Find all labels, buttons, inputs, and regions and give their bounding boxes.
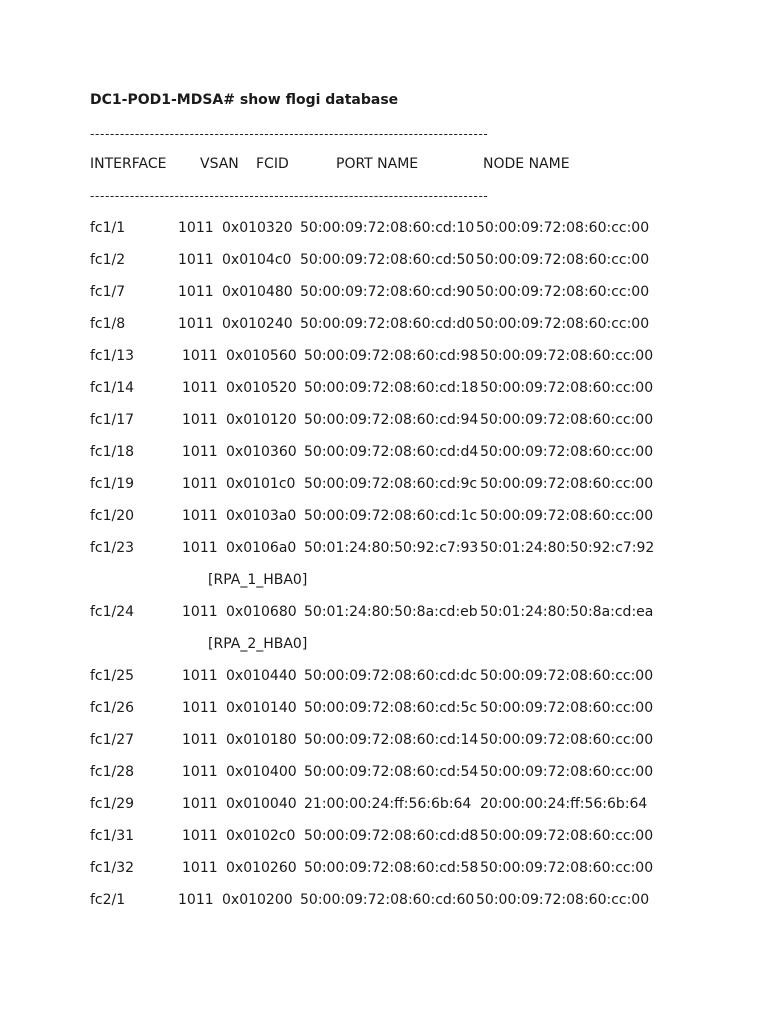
cell-vsan: 1011 [182,444,218,460]
cell-port-name: 50:00:09:72:08:60:cd:10 [300,220,475,236]
cell-vsan: 1011 [178,252,214,268]
cell-node-name: 50:00:09:72:08:60:cc:00 [480,444,654,460]
command-title: DC1-POD1-MDSA# show flogi database [90,92,399,108]
cell-interface: fc1/31 [90,828,135,844]
cell-interface: fc1/24 [90,604,135,620]
cell-vsan: 1011 [182,764,218,780]
table-row [0,796,768,814]
cell-vsan: 1011 [182,540,218,556]
cell-interface: fc2/1 [90,892,126,908]
table-row [0,508,768,526]
cell-port-name: 50:00:09:72:08:60:cd:60 [300,892,475,908]
cell-port-name: 50:00:09:72:08:60:cd:d8 [304,828,479,844]
cell-node-name: 50:00:09:72:08:60:cc:00 [480,668,654,684]
cell-port-name: 50:00:09:72:08:60:cd:54 [304,764,479,780]
cell-fcid: 0x0102c0 [226,828,296,844]
cell-node-name: 50:00:09:72:08:60:cc:00 [480,764,654,780]
cell-interface: fc1/18 [90,444,135,460]
cell-interface: fc1/19 [90,476,135,492]
table-row [0,380,768,398]
cell-fcid: 0x010040 [226,796,297,812]
cell-vsan: 1011 [182,828,218,844]
cell-vsan: 1011 [182,380,218,396]
cell-node-name: 50:00:09:72:08:60:cc:00 [476,252,650,268]
table-row [0,284,768,302]
cell-fcid: 0x010320 [222,220,293,236]
table-row [0,348,768,366]
cell-node-name: 50:00:09:72:08:60:cc:00 [480,508,654,524]
header-interface: INTERFACE [90,156,167,172]
cell-vsan: 1011 [182,412,218,428]
cell-vsan: 1011 [178,220,214,236]
cell-fcid: 0x0103a0 [226,508,297,524]
cell-fcid: 0x010240 [222,316,293,332]
header-port-name: PORT NAME [336,156,419,172]
header-vsan: VSAN [200,156,239,172]
table-row [0,252,768,270]
cell-port-name: 50:00:09:72:08:60:cd:d4 [304,444,479,460]
cell-interface: fc1/13 [90,348,135,364]
cell-interface: fc1/20 [90,508,135,524]
cell-fcid: 0x010360 [226,444,297,460]
cell-port-name: 50:00:09:72:08:60:cd:18 [304,380,479,396]
divider-bottom: -------------------------------------------------------------------------------- [90,189,489,203]
cell-port-name: 50:00:09:72:08:60:cd:94 [304,412,479,428]
cell-node-name: 50:00:09:72:08:60:cc:00 [476,316,650,332]
cell-interface: fc1/23 [90,540,135,556]
cell-vsan: 1011 [182,348,218,364]
cell-port-name: 50:01:24:80:50:8a:cd:eb [304,604,478,620]
cell-node-name: 50:00:09:72:08:60:cc:00 [480,860,654,876]
table-row [0,444,768,462]
cell-interface: fc1/14 [90,380,135,396]
table-row [0,860,768,878]
hba-tag: [RPA_1_HBA0] [208,572,308,588]
header-fcid: FCID [256,156,289,172]
cell-interface: fc1/8 [90,316,126,332]
cell-fcid: 0x010520 [226,380,297,396]
cell-fcid: 0x010680 [226,604,297,620]
cell-vsan: 1011 [182,476,218,492]
cell-fcid: 0x010400 [226,764,297,780]
cell-fcid: 0x010200 [222,892,293,908]
cell-node-name: 20:00:00:24:ff:56:6b:64 [480,796,648,812]
cell-interface: fc1/26 [90,700,135,716]
cell-fcid: 0x010120 [226,412,297,428]
table-row [0,316,768,334]
table-row [0,412,768,430]
cell-fcid: 0x010140 [226,700,297,716]
cell-vsan: 1011 [178,316,214,332]
divider-top: -------------------------------------------------------------------------------- [90,127,489,141]
cell-vsan: 1011 [178,892,214,908]
table-row [0,732,768,750]
hba-tag: [RPA_2_HBA0] [208,636,308,652]
cell-interface: fc1/28 [90,764,135,780]
cell-fcid: 0x010560 [226,348,297,364]
table-row [0,604,768,622]
cell-node-name: 50:00:09:72:08:60:cc:00 [480,476,654,492]
cell-port-name: 50:00:09:72:08:60:cd:dc [304,668,478,684]
cell-port-name: 50:00:09:72:08:60:cd:98 [304,348,479,364]
cell-port-name: 50:00:09:72:08:60:cd:58 [304,860,479,876]
cell-node-name: 50:01:24:80:50:92:c7:92 [480,540,655,556]
cell-node-name: 50:00:09:72:08:60:cc:00 [480,380,654,396]
cell-node-name: 50:00:09:72:08:60:cc:00 [480,348,654,364]
cell-node-name: 50:00:09:72:08:60:cc:00 [480,700,654,716]
table-row [0,700,768,718]
cell-node-name: 50:00:09:72:08:60:cc:00 [480,828,654,844]
cell-vsan: 1011 [182,700,218,716]
cell-fcid: 0x010180 [226,732,297,748]
cell-port-name: 50:00:09:72:08:60:cd:14 [304,732,479,748]
header-node-name: NODE NAME [483,156,570,172]
table-row [0,668,768,686]
cell-port-name: 50:01:24:80:50:92:c7:93 [304,540,479,556]
cell-interface: fc1/29 [90,796,135,812]
cell-vsan: 1011 [182,732,218,748]
table-row [0,540,768,558]
cell-interface: fc1/32 [90,860,135,876]
cell-node-name: 50:00:09:72:08:60:cc:00 [480,732,654,748]
table-row [0,220,768,238]
cell-vsan: 1011 [182,860,218,876]
table-row [0,476,768,494]
cell-vsan: 1011 [182,604,218,620]
cell-node-name: 50:01:24:80:50:8a:cd:ea [480,604,654,620]
cell-vsan: 1011 [182,668,218,684]
cell-port-name: 50:00:09:72:08:60:cd:5c [304,700,478,716]
cell-port-name: 50:00:09:72:08:60:cd:9c [304,476,478,492]
table-row [0,892,768,910]
cell-interface: fc1/25 [90,668,135,684]
cell-port-name: 50:00:09:72:08:60:cd:d0 [300,316,475,332]
cell-port-name: 21:00:00:24:ff:56:6b:64 [304,796,472,812]
cell-port-name: 50:00:09:72:08:60:cd:50 [300,252,475,268]
cell-fcid: 0x010260 [226,860,297,876]
cell-node-name: 50:00:09:72:08:60:cc:00 [480,412,654,428]
cell-interface: fc1/27 [90,732,135,748]
cell-port-name: 50:00:09:72:08:60:cd:1c [304,508,478,524]
cell-vsan: 1011 [182,508,218,524]
cell-fcid: 0x010480 [222,284,293,300]
cell-fcid: 0x0106a0 [226,540,297,556]
cell-interface: fc1/1 [90,220,126,236]
cell-node-name: 50:00:09:72:08:60:cc:00 [476,220,650,236]
cell-fcid: 0x010440 [226,668,297,684]
cell-vsan: 1011 [178,284,214,300]
cell-vsan: 1011 [182,796,218,812]
cell-interface: fc1/7 [90,284,126,300]
cell-fcid: 0x0101c0 [226,476,296,492]
cell-fcid: 0x0104c0 [222,252,292,268]
cell-node-name: 50:00:09:72:08:60:cc:00 [476,284,650,300]
cell-interface: fc1/17 [90,412,135,428]
table-row [0,764,768,782]
cell-node-name: 50:00:09:72:08:60:cc:00 [476,892,650,908]
table-row [0,828,768,846]
cell-interface: fc1/2 [90,252,126,268]
cell-port-name: 50:00:09:72:08:60:cd:90 [300,284,475,300]
